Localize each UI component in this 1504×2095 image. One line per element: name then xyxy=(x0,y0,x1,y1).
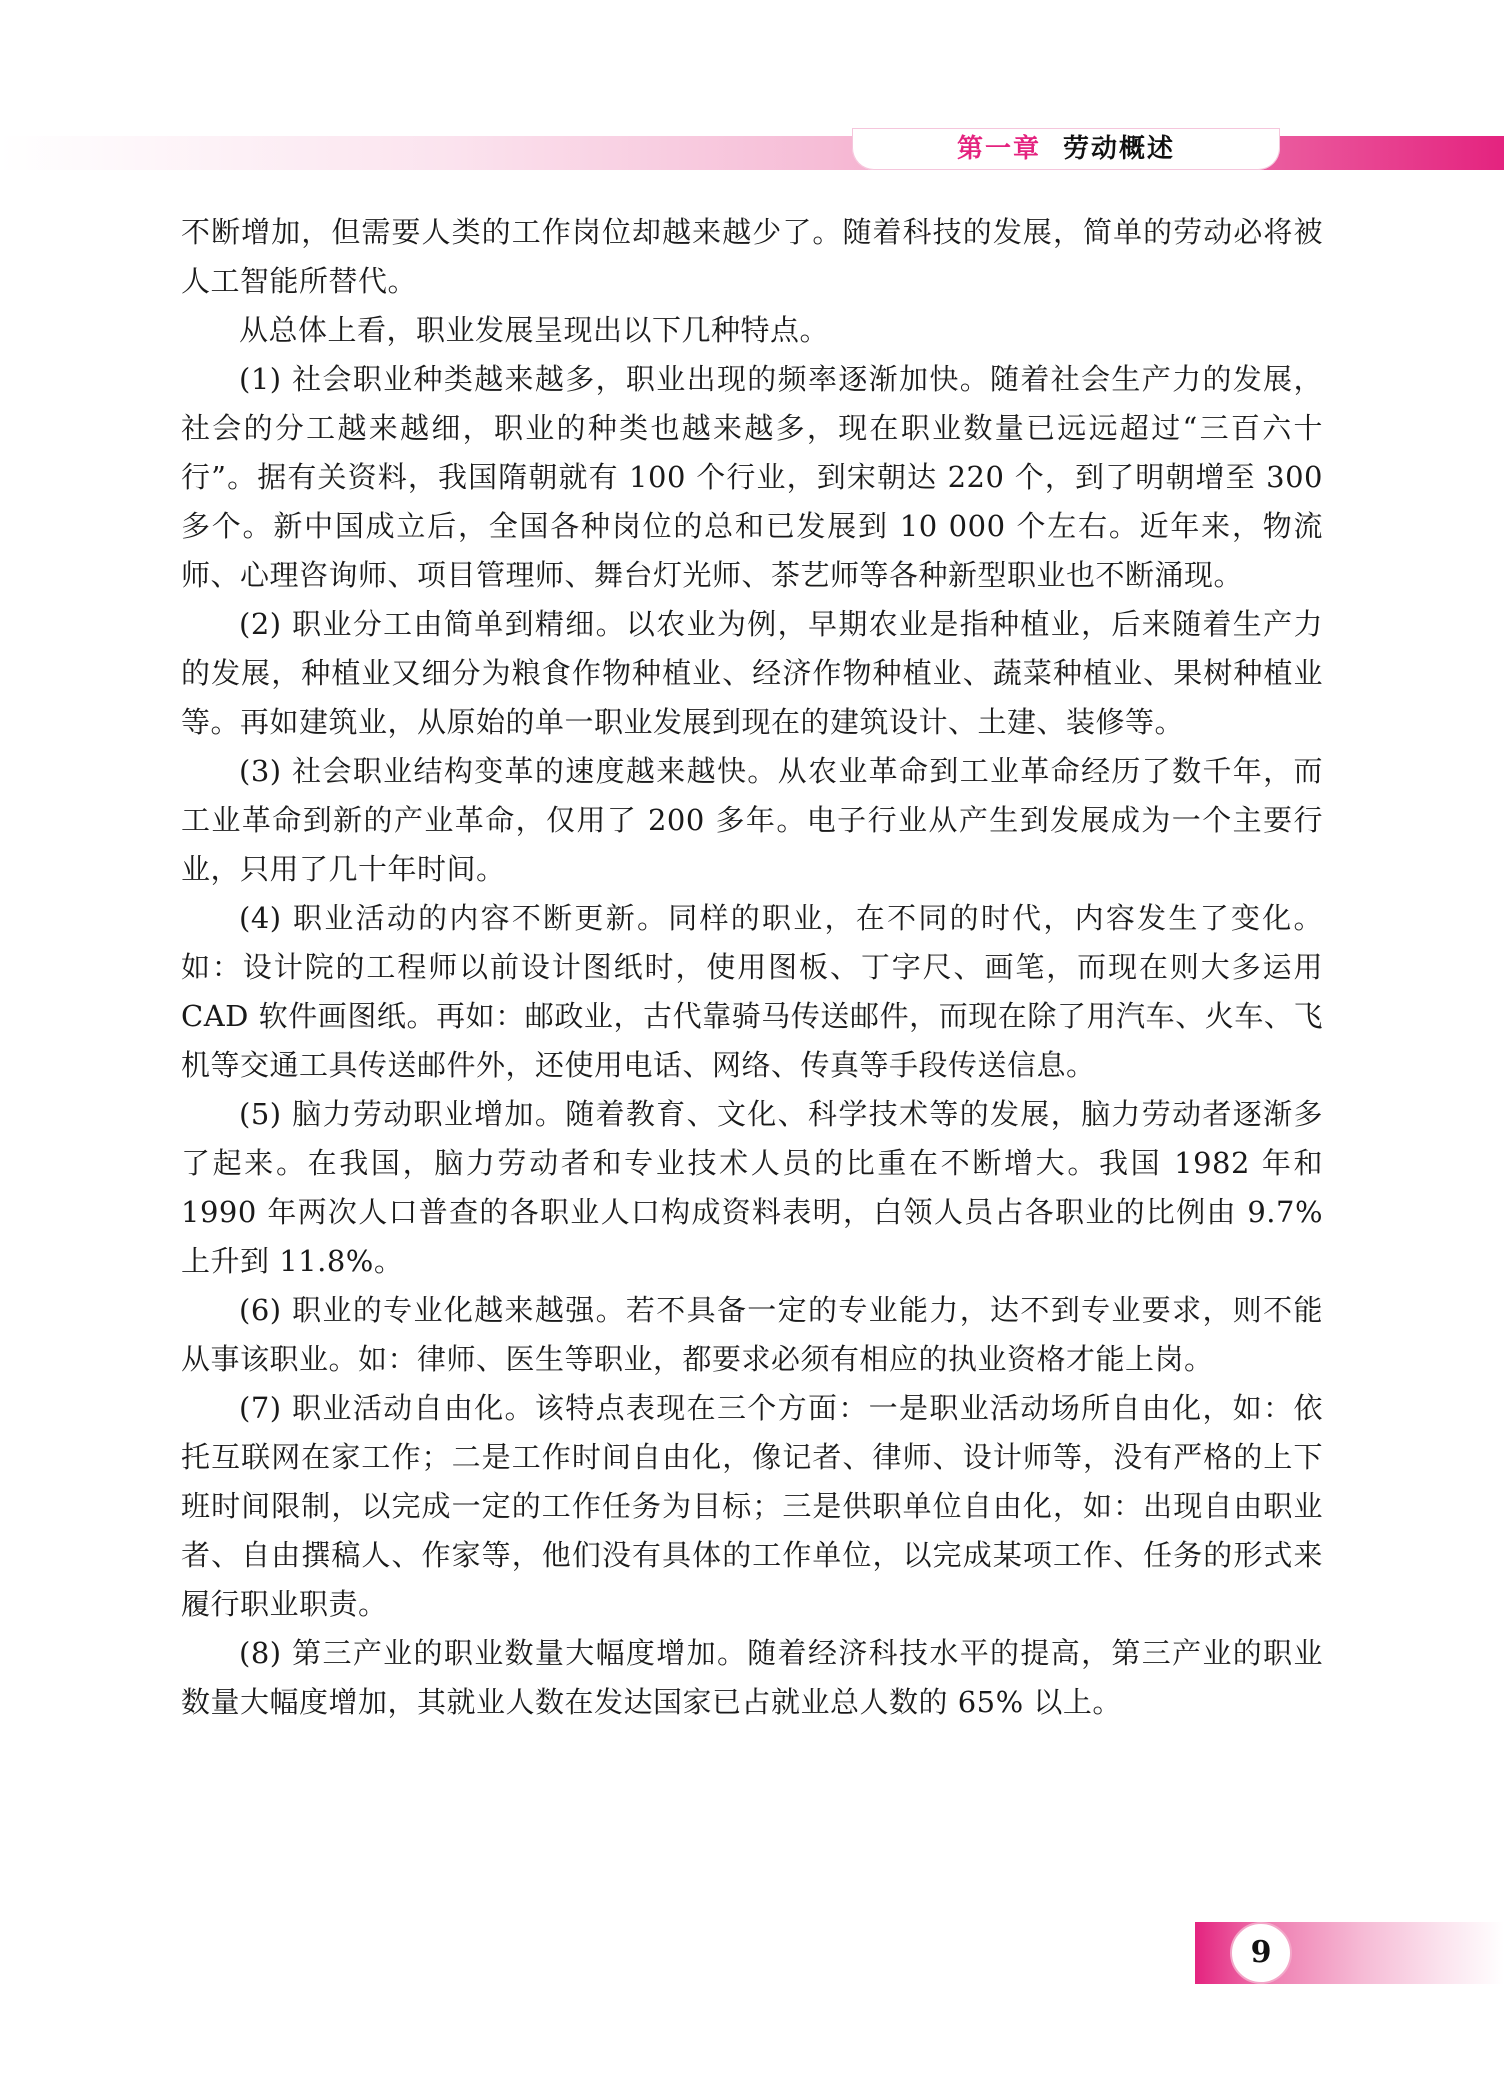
paragraph-point-6: (6) 职业的专业化越来越强。若不具备一定的专业能力，达不到专业要求，则不能从事该职业。如：律师、医生等职业，都要求必须有相应的执业资格才能上岗。 xyxy=(181,1293,1323,1376)
paragraph-point-5: (5) 脑力劳动职业增加。随着教育、文化、科学技术等的发展，脑力劳动者逐渐多了起来。在我国，脑力劳动者和专业技术人员的比重在不断增大。我国 1982 年和 1990 年两次人口普查的各职业人口构成资料表明，白领人员占各职业的比例由 9.7% 上升到 11.8%。 xyxy=(181,1097,1323,1278)
chapter-label: 第一章 xyxy=(956,134,1041,164)
paragraph-point-3: (3) 社会职业结构变革的速度越来越快。从农业革命到工业革命经历了数千年，而工业革命到新的产业革命，仅用了 200 多年。电子行业从产生到发展成为一个主要行业，只用了几十年时间。 xyxy=(181,754,1323,886)
paragraph-point-2: (2) 职业分工由简单到精细。以农业为例，早期农业是指种植业，后来随着生产力的发展，种植业又细分为粮食作物种植业、经济作物种植业、蔬菜种植业、果树种植业等。再如建筑业，从原始的单一职业发展到现在的建筑设计、土建、装修等。 xyxy=(181,607,1323,739)
paragraph-point-1: (1) 社会职业种类越来越多，职业出现的频率逐渐加快。随着社会生产力的发展，社会的分工越来越细，职业的种类也越来越多，现在职业数量已远远超过“三百六十行”。据有关资料，我国隋朝就有 100 个行业，到宋朝达 220 个，到了明朝增至 300 多个。新中国成立后，全国各种岗位的总和已发展到 10 000 个左右。近年来，物流师、心理咨询师、项目管理师、舞台灯光师、茶艺师等各种新型职业也不断涌现。 xyxy=(181,362,1323,592)
chapter-topic: 劳动概述 xyxy=(1063,134,1176,164)
paragraph-continued: 不断增加，但需要人类的工作岗位却越来越少了。随着科技的发展，简单的劳动必将被人工智能所替代。 xyxy=(181,215,1323,298)
body-text xyxy=(181,208,1323,1727)
paragraph-point-7: (7) 职业活动自由化。该特点表现在三个方面：一是职业活动场所自由化，如：依托互联网在家工作；二是工作时间自由化，像记者、律师、设计师等，没有严格的上下班时间限制，以完成一定的工作任务为目标；三是供职单位自由化，如：出现自由职业者、自由撰稿人、作家等，他们没有具体的工作单位，以完成某项工作、任务的形式来履行职业职责。 xyxy=(181,1391,1323,1621)
paragraph-point-4: (4) 职业活动的内容不断更新。同样的职业，在不同的时代，内容发生了变化。如：设计院的工程师以前设计图纸时，使用图板、丁字尺、画笔，而现在则大多运用 CAD 软件画图纸。再如：邮政业，古代靠骑马传送邮件，而现在除了用汽车、火车、飞机等交通工具传送邮件外，还使用电话、网络、传真等手段传送信息。 xyxy=(181,901,1323,1082)
paragraph-intro: 从总体上看，职业发展呈现出以下几种特点。 xyxy=(239,313,830,347)
page-number: 9 xyxy=(1230,1922,1292,1984)
running-header xyxy=(852,128,1280,170)
paragraph-point-8: (8) 第三产业的职业数量大幅度增加。随着经济科技水平的提高，第三产业的职业数量大幅度增加，其就业人数在发达国家已占就业总人数的 65% 以上。 xyxy=(181,1636,1323,1719)
